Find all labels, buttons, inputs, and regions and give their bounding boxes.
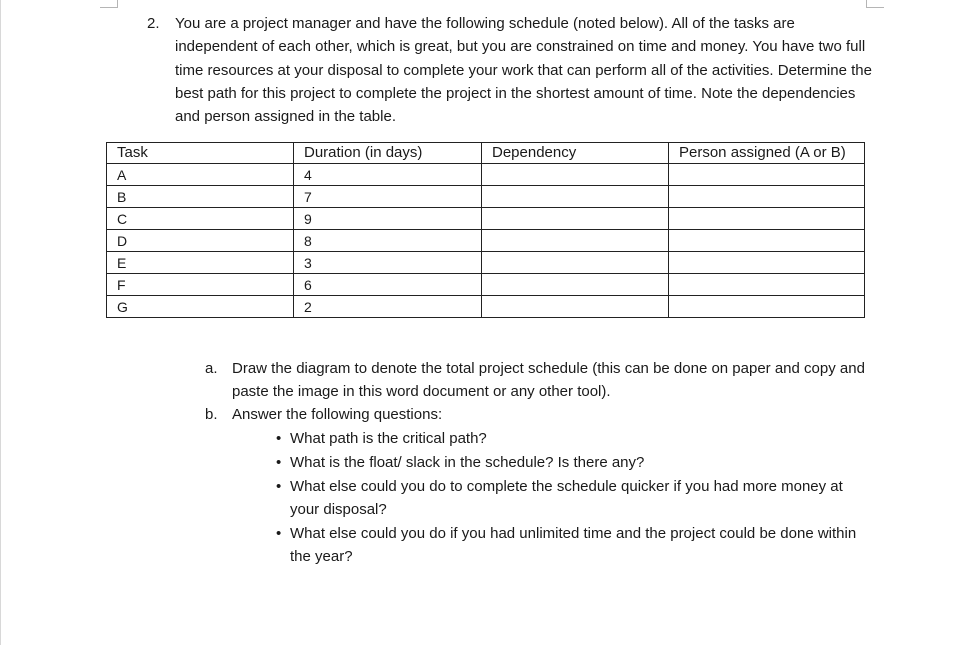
person-cell[interactable] — [669, 274, 865, 296]
person-cell[interactable] — [669, 296, 865, 318]
subitem-b-label: b. — [205, 406, 218, 423]
task-cell[interactable]: C — [107, 208, 294, 230]
person-cell[interactable] — [669, 230, 865, 252]
table-row — [107, 252, 865, 274]
table-row — [107, 164, 865, 186]
duration-cell[interactable]: 7 — [294, 186, 482, 208]
task-cell[interactable]: B — [107, 186, 294, 208]
duration-cell[interactable]: 9 — [294, 208, 482, 230]
crop-mark-top-left — [117, 0, 118, 7]
duration-cell[interactable]: 3 — [294, 252, 482, 274]
dependency-cell[interactable] — [482, 296, 669, 318]
header-dependency[interactable]: Dependency — [482, 143, 669, 164]
table-row — [107, 186, 865, 208]
table-row — [107, 296, 865, 318]
bullet-float-slack[interactable]: What is the float/ slack in the schedule? Is there any? — [290, 454, 645, 471]
person-cell[interactable] — [669, 164, 865, 186]
task-cell[interactable]: D — [107, 230, 294, 252]
dependency-cell[interactable] — [482, 208, 669, 230]
bullet-icon: • — [276, 454, 282, 471]
dependency-cell[interactable] — [482, 164, 669, 186]
crop-mark-top-left-horizontal — [100, 7, 118, 8]
schedule-table — [106, 142, 865, 318]
subitem-a-label: a. — [205, 360, 218, 377]
dependency-cell[interactable] — [482, 274, 669, 296]
bullet-unlimited-time[interactable]: What else could you do if you had unlimited time and the project could be done within the year? — [290, 525, 857, 566]
task-cell[interactable]: A — [107, 164, 294, 186]
header-task[interactable]: Task — [107, 143, 294, 164]
page-left-edge — [0, 0, 1, 645]
table-row — [107, 230, 865, 252]
dependency-cell[interactable] — [482, 252, 669, 274]
subitem-a-text[interactable]: Draw the diagram to denote the total project schedule (this can be done on paper and copy and paste the image in this word document or any other tool). — [232, 360, 865, 401]
table-header-row — [107, 143, 865, 164]
duration-cell[interactable]: 4 — [294, 164, 482, 186]
bullet-icon: • — [276, 478, 282, 495]
duration-cell[interactable]: 2 — [294, 296, 482, 318]
question-number: 2. — [147, 15, 160, 32]
person-cell[interactable] — [669, 252, 865, 274]
person-cell[interactable] — [669, 208, 865, 230]
bullet-icon: • — [276, 430, 282, 447]
crop-mark-top-right-horizontal — [866, 7, 884, 8]
crop-mark-top-right — [866, 0, 867, 7]
duration-cell[interactable]: 6 — [294, 274, 482, 296]
person-cell[interactable] — [669, 186, 865, 208]
table-row — [107, 274, 865, 296]
header-duration[interactable]: Duration (in days) — [294, 143, 482, 164]
subitem-b-text[interactable]: Answer the following questions: — [232, 406, 443, 423]
dependency-cell[interactable] — [482, 186, 669, 208]
bullet-icon: • — [276, 525, 282, 542]
header-person-assigned[interactable]: Person assigned (A or B) — [669, 143, 865, 164]
duration-cell[interactable]: 8 — [294, 230, 482, 252]
question-text[interactable]: You are a project manager and have the following schedule (noted below). All of the tasks are independent of each other, which is great, but you are constrained on time and money. You have two full time resources at your disposal to complete your work that can perform all of the activities. Determine the best path for this project to complete the project in the shortest amount of time. Note the dependencies and person assigned in the table. — [175, 15, 872, 126]
dependency-cell[interactable] — [482, 230, 669, 252]
bullet-more-money[interactable]: What else could you do to complete the schedule quicker if you had more money at your disposal? — [290, 478, 843, 519]
bullet-critical-path[interactable]: What path is the critical path? — [290, 430, 487, 447]
task-cell[interactable]: G — [107, 296, 294, 318]
task-cell[interactable]: F — [107, 274, 294, 296]
table-row — [107, 208, 865, 230]
task-cell[interactable]: E — [107, 252, 294, 274]
